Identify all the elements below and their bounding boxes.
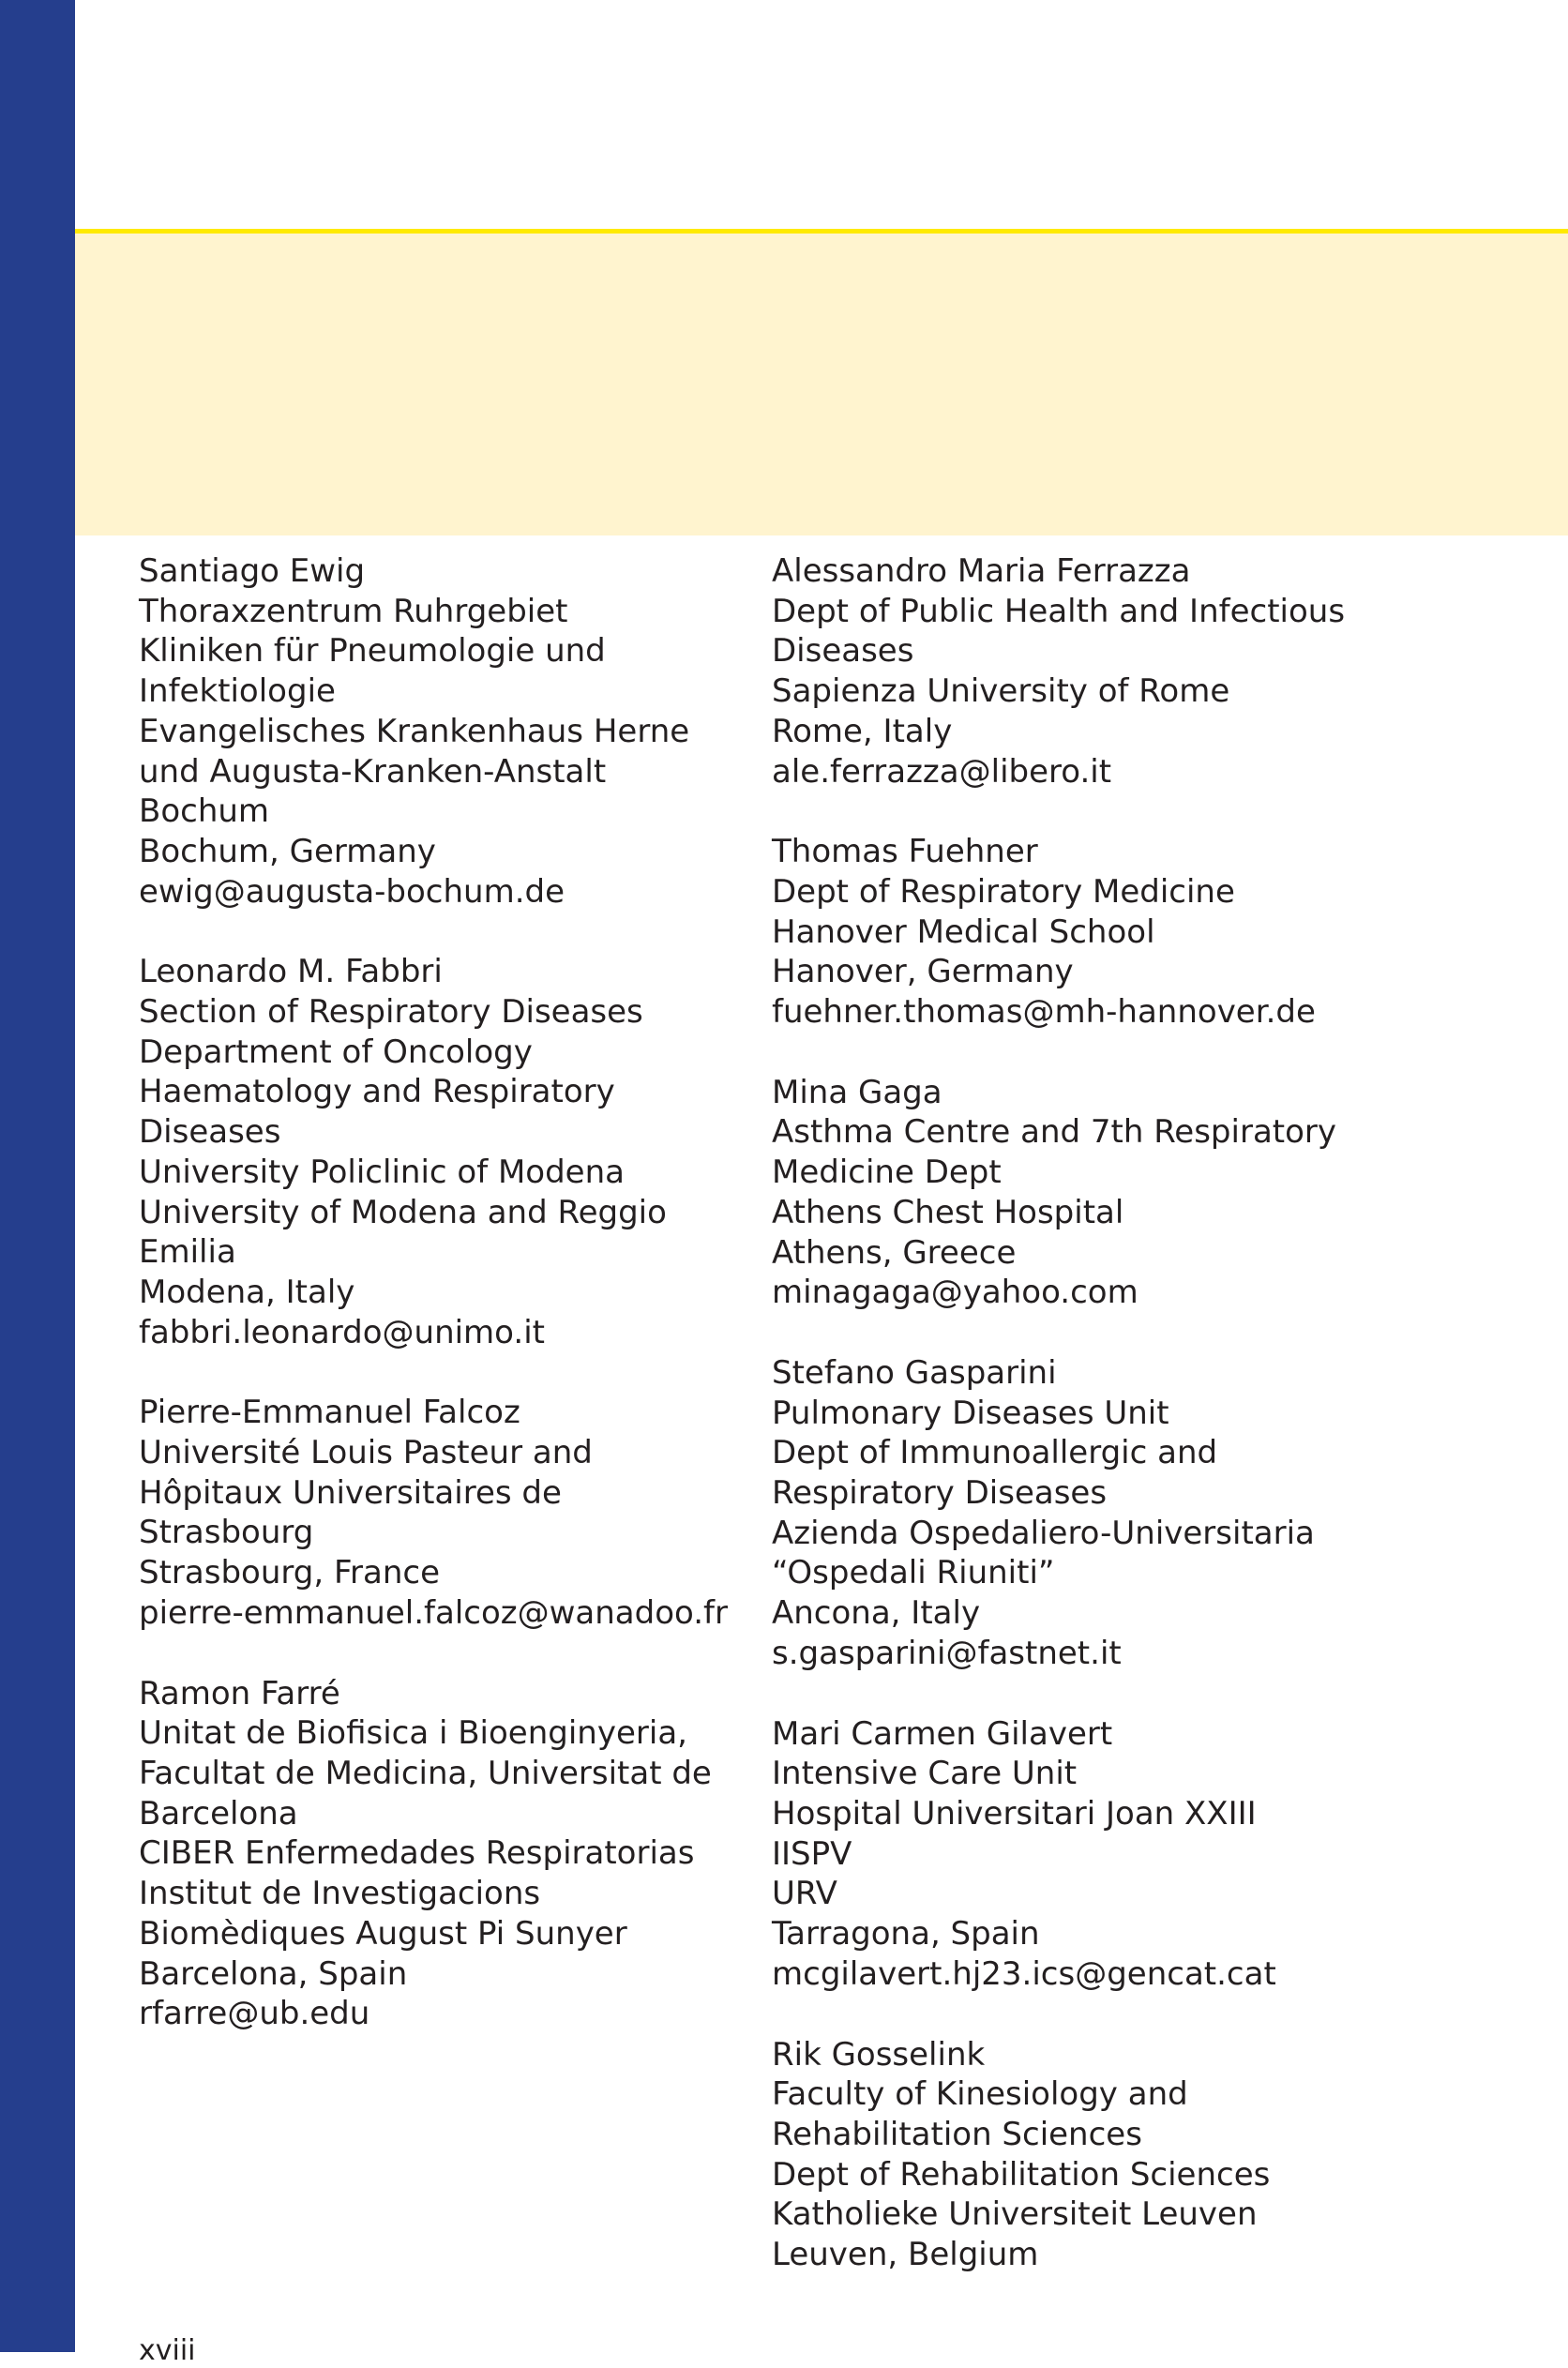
- affiliation-line: Facultat de Medicina, Universitat de: [139, 1754, 712, 1792]
- affiliation-line: Barcelona: [139, 1794, 298, 1833]
- affiliation-line: Infektiologie: [139, 672, 336, 711]
- contributor-entry: [139, 1674, 795, 2034]
- affiliation-line: Hôpitaux Universitaires de: [139, 1473, 562, 1512]
- contributor-name: Alessandro Maria Ferrazza: [772, 552, 1191, 590]
- location-line: Strasbourg, France: [139, 1554, 441, 1592]
- affiliation-line: University of Modena and Reggio: [139, 1193, 667, 1231]
- location-line: Modena, Italy: [139, 1273, 355, 1311]
- contributor-entry: [772, 1353, 1428, 1674]
- affiliation-line: Faculty of Kinesiology and: [772, 2075, 1188, 2114]
- affiliation-line: Pulmonary Diseases Unit: [772, 1394, 1169, 1432]
- email-line: fuehner.thomas@mh-hannover.de: [772, 993, 1316, 1032]
- affiliation-line: Rehabilitation Sciences: [772, 2115, 1142, 2153]
- affiliation-line: URV: [772, 1875, 837, 1913]
- contributor-entry: [772, 1714, 1428, 1995]
- affiliation-line: Strasbourg: [139, 1514, 314, 1552]
- affiliation-line: Dept of Immunoallergic and: [772, 1434, 1218, 1472]
- location-line: Ancona, Italy: [772, 1594, 981, 1633]
- affiliation-line: Asthma Centre and 7th Respiratory: [772, 1113, 1337, 1152]
- contributor-name: Stefano Gasparini: [772, 1353, 1057, 1392]
- affiliation-line: Diseases: [772, 632, 914, 671]
- location-line: Hanover, Germany: [772, 953, 1074, 991]
- affiliation-line: Kliniken für Pneumologie und: [139, 632, 606, 671]
- contributor-entry: [772, 551, 1428, 792]
- affiliation-line: Hospital Universitari Joan XXIII: [772, 1794, 1257, 1833]
- contributor-entry: [139, 1393, 795, 1633]
- contributor-entry: [772, 1073, 1428, 1313]
- page-number: xviii: [139, 2334, 196, 2367]
- location-line: Rome, Italy: [772, 712, 953, 750]
- affiliation-line: Emilia: [139, 1233, 236, 1272]
- affiliation-line: “Ospedali Riuniti”: [772, 1554, 1055, 1592]
- email-line: minagaga@yahoo.com: [772, 1274, 1138, 1312]
- affiliation-line: und Augusta-Kranken-Anstalt: [139, 752, 607, 791]
- affiliation-line: Université Louis Pasteur and: [139, 1434, 593, 1472]
- contributor-name: Pierre-Emmanuel Falcoz: [139, 1394, 520, 1432]
- affiliation-line: Evangelisches Krankenhaus Herne: [139, 712, 690, 750]
- location-line: Leuven, Belgium: [772, 2236, 1039, 2274]
- affiliation-line: Sapienza University of Rome: [772, 672, 1230, 711]
- affiliation-line: Unitat de Biofisica i Bioenginyeria,: [139, 1714, 687, 1753]
- location-line: Bochum, Germany: [139, 832, 436, 870]
- contributor-entry: [772, 832, 1428, 1033]
- affiliation-line: Department of Oncology: [139, 1033, 533, 1071]
- affiliation-line: IISPV: [772, 1834, 852, 1873]
- affiliation-line: Hanover Medical School: [772, 913, 1155, 951]
- email-line: rfarre@ub.edu: [139, 1995, 370, 2033]
- contributor-name: Mari Carmen Gilavert: [772, 1714, 1113, 1753]
- contributor-entry: [772, 2035, 1428, 2275]
- affiliation-line: Institut de Investigacions: [139, 1875, 541, 1913]
- affiliation-line: Thoraxzentrum Ruhrgebiet: [139, 592, 568, 630]
- affiliation-line: Dept of Respiratory Medicine: [772, 872, 1235, 911]
- contributor-name: Leonardo M. Fabbri: [139, 953, 443, 991]
- email-line: fabbri.leonardo@unimo.it: [139, 1313, 545, 1351]
- affiliation-line: CIBER Enfermedades Respiratorias: [139, 1834, 695, 1873]
- affiliation-line: Respiratory Diseases: [772, 1474, 1108, 1513]
- location-line: Tarragona, Spain: [772, 1915, 1040, 1953]
- email-line: ewig@augusta-bochum.de: [139, 872, 565, 911]
- affiliation-line: Diseases: [139, 1113, 281, 1152]
- affiliation-line: Section of Respiratory Diseases: [139, 993, 643, 1032]
- email-line: mcgilavert.hj23.ics@gencat.cat: [772, 1954, 1276, 1993]
- affiliation-line: Biomèdiques August Pi Sunyer: [139, 1914, 627, 1953]
- affiliation-line: Medicine Dept: [772, 1154, 1002, 1192]
- affiliation-line: Dept of Rehabilitation Sciences: [772, 2155, 1271, 2194]
- affiliation-line: University Policlinic of Modena: [139, 1153, 625, 1191]
- contributor-name: Thomas Fuehner: [772, 833, 1038, 871]
- location-line: Athens, Greece: [772, 1233, 1017, 1272]
- affiliation-line: Intensive Care Unit: [772, 1755, 1078, 1793]
- affiliation-line: Bochum: [139, 792, 270, 831]
- contributor-name: Santiago Ewig: [139, 552, 366, 590]
- affiliation-line: Dept of Public Health and Infectious: [772, 592, 1346, 630]
- affiliation-line: Katholieke Universiteit Leuven: [772, 2195, 1258, 2234]
- contributors-left-column: [139, 551, 795, 2074]
- email-line: pierre-emmanuel.falcoz@wanadoo.fr: [139, 1593, 728, 1632]
- contributor-entry: [139, 551, 795, 912]
- contributor-name: Ramon Farré: [139, 1674, 340, 1712]
- contributor-name: Rik Gosselink: [772, 2035, 986, 2074]
- contributors-right-column: [772, 551, 1428, 2315]
- email-line: s.gasparini@fastnet.it: [772, 1634, 1122, 1672]
- header-band: [75, 234, 1568, 535]
- side-color-bar: [0, 0, 75, 2352]
- location-line: Barcelona, Spain: [139, 1954, 408, 1993]
- affiliation-line: Haematology and Respiratory: [139, 1073, 615, 1111]
- contributor-name: Mina Gaga: [772, 1073, 942, 1111]
- contributor-entry: [139, 952, 795, 1352]
- affiliation-line: Azienda Ospedaliero-Universitaria: [772, 1514, 1315, 1552]
- affiliation-line: Athens Chest Hospital: [772, 1193, 1124, 1231]
- email-line: ale.ferrazza@libero.it: [772, 752, 1112, 791]
